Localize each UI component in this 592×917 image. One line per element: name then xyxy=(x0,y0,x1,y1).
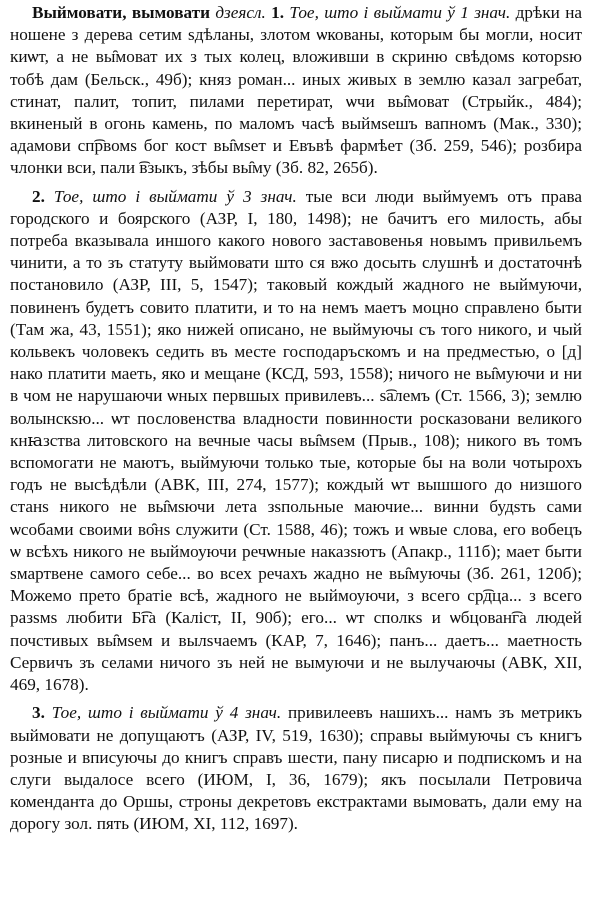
sense-citations: тые вси люди выймуемъ отъ права городского и боярского (АЗР, I, 180, 1498); не бачитъ его милость, абы потреба вказывала иншого какого нового заставовенья новымъ привильемъ чинити, а то зъ статуту выймовати што ся вжо досыть слушнѣ и достаточнѣ постановило (АЗР, III, 5, 1547); таковый кождый жадного не выймуючи, повиненъ будетъ совито платити, и то на немъ маетъ моцно справлено быти (Там жа, 43, 1551); яко нижей описано, не выймуючы съ того никого, и чый кольвекъ чоловекъ седить въ месте господаръскомъ и на предместью, о [д] нако платити маеть, яко и мещане (КСД, 593, 1558); ничого не вы̑муючи и ни в чом не нарушаючи ѡных первшых привилевъ... ѕ͡алемъ (Ст. 1566, 3); землю волынскѕю... ѡт пословенства владности повинности росказовани великого кнꙗзства литовского на вечные часы вы̑мѕем (Прыв., 108); никого въ томъ вспомогати не маютъ, выймуючи только тые, которые бы на воли чотырохъ годъ не высѣдѣли (АВК, III, 274, 1577); кождый ѡт вышшого до низшого станѕ никого не вы̑мѕючи лета зѕпольные маючие... винни будѕть сами ѡсобами своими во̑нѕ служити (Ст. 1588, 46); тожъ и ѡвые слова, его вобецъ ѡ всѣхъ никого не выймоуючи речѡные наказѕютъ (Апакр., 111б); мает быти ѕмартвене самого себе... во всех речахъ жадно не вы̑муючы (Зб. 261, 120б); Можемо прето братіе всѣ, жадного не выймоуючи, з всего ср͡дца... з всего разѕмѕ любити Б͡га (Каліст, II, 90б); его... ѡт сполкѕ и ѡбцован͡га людей почстивых вы̑мѕем и вылѕчаемъ (КАР, 7, 1646); панъ... даетъ... маетность Сервичъ зъ селами ничого зъ ней не вымуючи и не вылучаючы (АВК, XII, 469, 1678). xyxy=(10,186,583,695)
sense-2-paragraph xyxy=(10,186,582,697)
sense-number: 3. xyxy=(32,703,45,723)
part-of-speech: дзеясл. xyxy=(215,3,266,22)
sense-number: 2. xyxy=(32,186,45,206)
sense-citations: привилеевъ нашихъ... намъ зъ метрикъ выймовати не допущаютъ (АЗР, IV, 519, 1630); справы выймуючы съ книгъ розные и вписуючы до книгъ справъ шести, пану писарю и подпискомъ и на слуги выдалосе всего (ИЮМ, I, 36, 1679); якъ посылали Петровича коменданта до Оршы, строны декретовъ екстрактами вымовать, дали ему на дорогу зол. пять (ИЮМ, XI, 112, 1697). xyxy=(10,703,583,834)
sense-citations: дрѣки на ношене з дерева сетим ѕдѣланы, злотом ѡкованы, которым бы могли, носит киѡт, а не вы̑моват их з тых колец, вложивши в скриню свѣдомѕ которѕю тобѣ дам (Бельск., 49б); княз роман... иных живых в землю казал загребат, стинат, палит, топит, пилами перетират, ѡчи вы̑моват (Стрыйк., 484); вкиненый в огонь камень, по маломъ часѣ выймѕешъ вапномъ (Мак., 330); адамови сп͡рвомѕ бог кост вы̑мѕет и Евъвѣ фармѣет (Зб. 259, 546); розбира члонки вси, пали ͡взыкъ, зѣбы вы̑му (Зб. 82, 265б). xyxy=(10,3,583,178)
sense-number: 1. xyxy=(271,3,285,22)
sense-meaning: Тое, што і выймати ў 1 знач. xyxy=(289,3,511,22)
sense-meaning: Тое, што і выймати ў 4 знач. xyxy=(51,703,282,723)
sense-1-paragraph xyxy=(10,2,582,180)
sense-meaning: Тое, што і выймати ў 3 знач. xyxy=(53,186,297,206)
headword: Выймовати, вымовати xyxy=(32,3,210,22)
sense-3-paragraph xyxy=(10,702,582,835)
